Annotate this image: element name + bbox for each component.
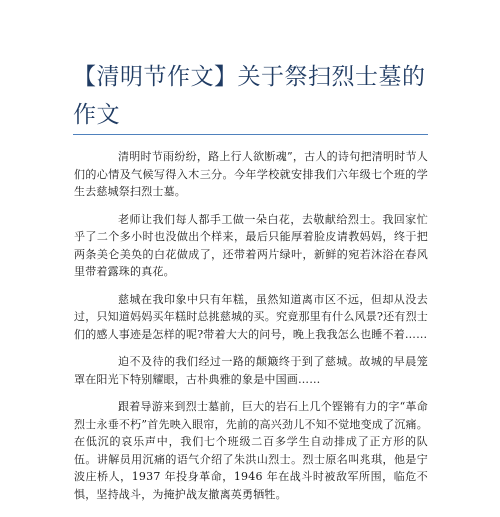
paragraph: 迫不及待的我们经过一路的颠簸终于到了慈城。故城的早晨笼罩在阳光下特别耀眼，古朴典雅的象是中国画…… [74, 355, 428, 386]
paragraph: 老师让我们每人都手工做一朵白花，去敬献给烈士。我回家忙乎了二个多小时也没做出个样来，最后只能厚着脸皮请教妈妈，终于把两条美仑美奂的白花做成了，还带着两片绿叶，新鲜的宛若沐浴在春风里带着露珠的真花。 [74, 212, 428, 278]
article-title: 【清明节作文】关于祭扫烈士墓的作文 [73, 64, 426, 128]
article-body [74, 148, 428, 513]
paragraph: 清明时节雨纷纷，路上行人欲断魂”，古人的诗句把清明时节人们的心情及气候写得入木三分。今年学校就安排我们六年级七个班的学生去慈城祭扫烈士墓。 [74, 150, 428, 198]
paragraph: 跟着导游来到烈士墓前，巨大的岩石上几个铿锵有力的字“革命烈士永垂不朽”首先映入眼帘，先前的高兴劲儿不知不觉地变成了沉痛。在低沉的哀乐声中，我们七个班级二百多学生自动排成了正方形的队伍。讲解员用沉痛的语气介绍了朱洪山烈士。烈士原名叫兆琪，他是宁波庄桥人，1937 年投身革命，1946 年在战斗时被敌军所围，临危不惧，坚持战斗，为掩护战友撤离英勇牺牲。 [74, 400, 428, 501]
paragraph: 慈城在我印象中只有年糕，虽然知道离市区不远，但却从没去过，只知道妈妈买年糕时总挑慈城的买。究竟那里有什么风景?还有烈士们的感人事迹是怎样的呢?带着大大的问号，晚上我我怎么也睡不着…… [74, 292, 428, 341]
title-divider [73, 134, 428, 135]
